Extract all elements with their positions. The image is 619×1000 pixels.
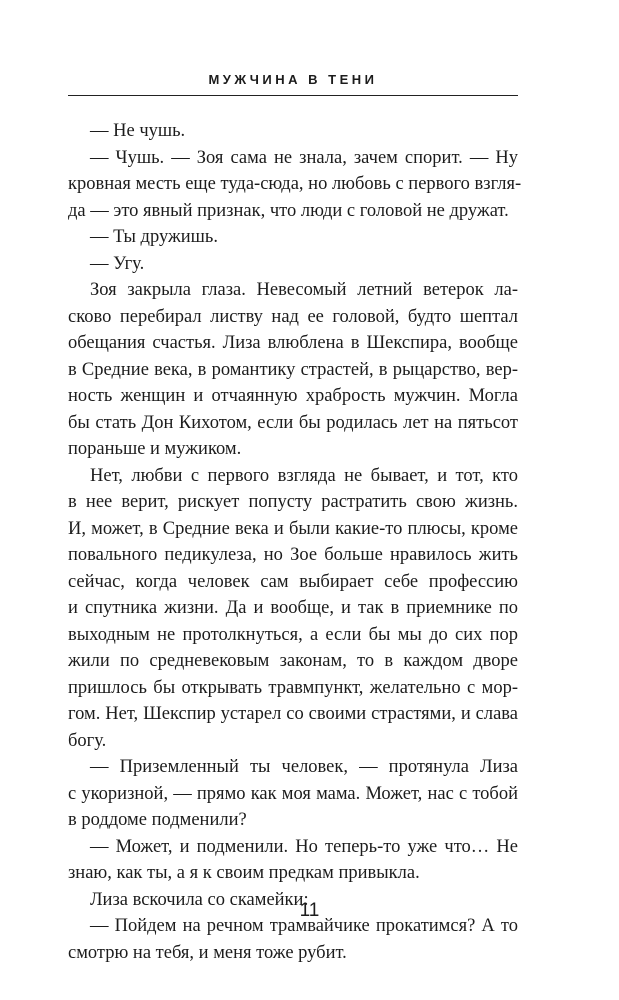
text-line: повального педикулеза, но Зое больше нравилось жить bbox=[68, 545, 518, 565]
text-line: — Пойдем на речном трамвайчике прокатимся? А то bbox=[90, 916, 518, 936]
text-line: жили по средневековым законам, то в каждом дворе bbox=[68, 651, 518, 671]
text-line: пришлось бы открывать травмпункт, желательно с мор- bbox=[68, 677, 518, 698]
text-line: знаю, как ты, а я к своим предкам привыкла. bbox=[68, 863, 420, 883]
header-rule bbox=[68, 95, 518, 96]
text-line: сейчас, когда человек сам выбирает себе профессию bbox=[68, 571, 518, 592]
text-line: и спутника жизни. Да и вообще, и так в приемнике по bbox=[68, 598, 518, 618]
text-line: ность женщин и отчаянную храбрость мужчин. Могла bbox=[68, 386, 518, 406]
text-line: — Не чушь. bbox=[90, 121, 186, 141]
text-line: в нее верит, рискует попусту растратить свою жизнь. bbox=[68, 492, 518, 512]
text-line: обещания счастья. Лиза влюблена в Шекспира, вообще bbox=[68, 333, 518, 353]
page-number: 11 bbox=[299, 900, 320, 921]
text-line: в Средние века, в романтику страстей, в рыцарство, вер- bbox=[68, 359, 518, 380]
text-line: — Чушь. — Зоя сама не знала, зачем спорит. — Ну bbox=[90, 147, 518, 168]
text-line: смотрю на тебя, и меня тоже рубит. bbox=[68, 942, 347, 963]
text-line: — Может, и подменили. Но теперь-то уже что… Не bbox=[90, 836, 518, 857]
text-line: да — это явный признак, что люди с головой не дружат. bbox=[68, 200, 509, 221]
text-line: кровная месть еще туда-сюда, но любовь с первого взгля- bbox=[68, 174, 522, 194]
text-line: с укоризной, — прямо как моя мама. Может, нас с тобой bbox=[68, 783, 518, 804]
text-line: И, может, в Средние века и были какие-то плюсы, кроме bbox=[68, 518, 518, 539]
body-text bbox=[68, 118, 522, 966]
text-line: Зоя закрыла глаза. Невесомый летний ветерок ла- bbox=[90, 280, 518, 300]
text-line: — Угу. bbox=[90, 253, 145, 274]
text-line: в роддоме подменили? bbox=[68, 810, 247, 830]
text-line: сково перебирал листву над ее головой, будто шептал bbox=[68, 306, 518, 327]
text-line: бы стать Дон Кихотом, если бы родилась лет на пятьсот bbox=[68, 412, 518, 433]
text-line: гом. Нет, Шекспир устарел со своими страстями, и слава bbox=[68, 704, 518, 724]
text-line: — Приземленный ты человек, — протянула Лиза bbox=[90, 757, 518, 777]
text-line: Нет, любви с первого взгляда не бывает, и тот, кто bbox=[90, 465, 518, 486]
text-line: богу. bbox=[68, 730, 107, 751]
text-line: Лиза вскочила со скамейки: bbox=[90, 889, 309, 910]
text-line: — Ты дружишь. bbox=[90, 227, 218, 247]
text-line: выходным не протолкнуться, а если бы мы до сих пор bbox=[68, 624, 518, 645]
running-header: МУЖЧИНА В ТЕНИ bbox=[208, 72, 378, 87]
text-line: пораньше и мужиком. bbox=[68, 439, 242, 459]
